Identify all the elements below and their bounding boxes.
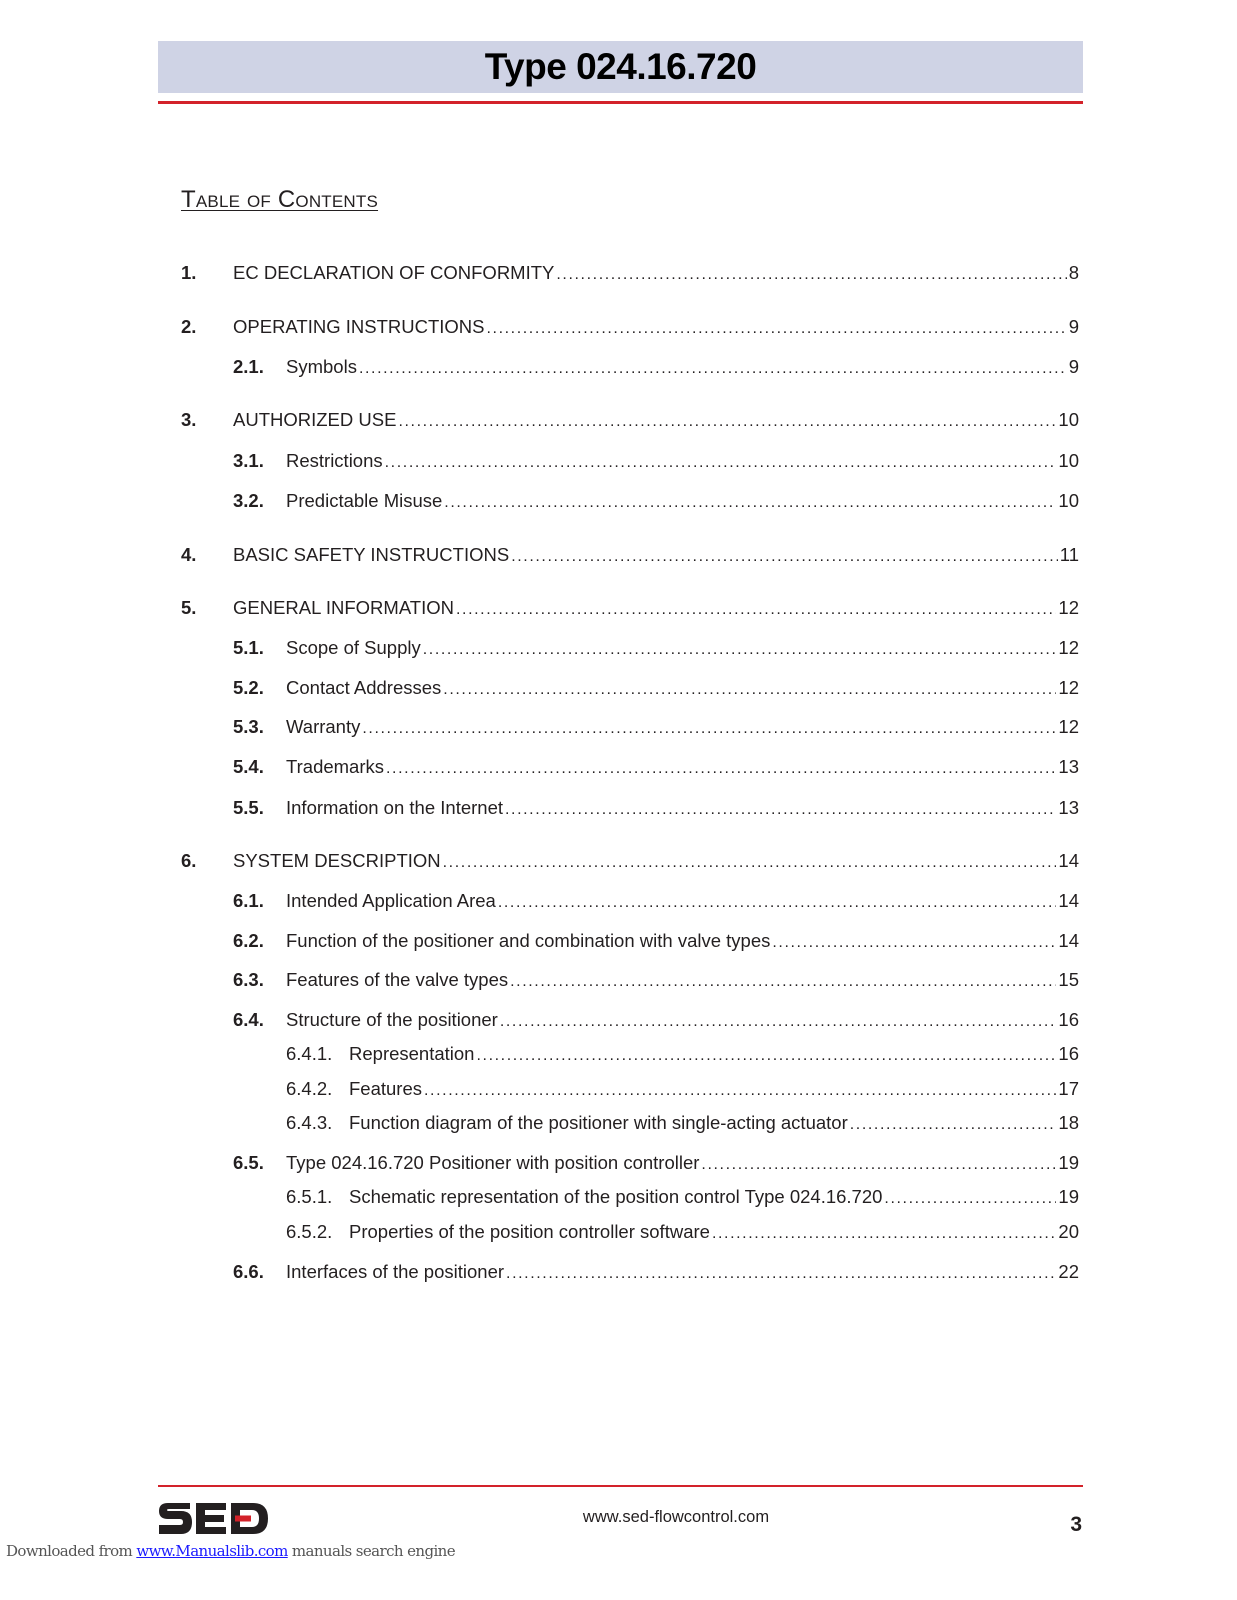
toc-entry-page: 12 (1058, 716, 1079, 737)
toc-entry-title: Intended Application Area (286, 890, 496, 911)
toc-entry-number: 5.1. (233, 637, 264, 658)
toc-entry-number: 5. (181, 597, 197, 618)
toc-dot-leader (398, 410, 1056, 434)
toc-entry[interactable] (233, 449, 1079, 475)
footer-url[interactable]: www.sed-flowcontrol.com (582, 1508, 770, 1526)
toc-entry[interactable] (181, 408, 1079, 434)
toc-entry-number: 6.4.1. (286, 1043, 333, 1064)
toc-entry-title: AUTHORIZED USE (233, 409, 397, 430)
toc-entry[interactable] (233, 715, 1079, 741)
toc-entry-title: Features of the valve types (286, 969, 509, 990)
toc-entry-page: 12 (1058, 677, 1079, 698)
toc-entry-number: 5.2. (233, 677, 264, 698)
toc-entry-title: Schematic representation of the position control Type 024.16.720 (349, 1186, 883, 1207)
toc-entry-title: Interfaces of the positioner (286, 1261, 505, 1282)
toc-entry-page: 17 (1058, 1078, 1079, 1099)
toc-entry-page: 20 (1058, 1221, 1079, 1242)
toc-entry[interactable] (233, 796, 1079, 822)
toc-entry-title: Information on the Internet (286, 797, 503, 818)
toc-entry[interactable] (181, 849, 1079, 875)
page-number: 3 (1070, 1513, 1082, 1536)
toc-entry[interactable] (233, 1151, 1079, 1177)
toc-entry[interactable] (233, 489, 1079, 515)
toc-dot-leader (362, 717, 1056, 741)
toc-entry-page: 12 (1058, 597, 1079, 618)
toc-entry-page: 9 (1068, 316, 1079, 337)
toc-entry-page: 10 (1058, 409, 1079, 430)
toc-dot-leader (359, 357, 1067, 381)
toc-entry[interactable] (286, 1042, 1079, 1068)
toc-entry[interactable] (181, 261, 1079, 287)
toc-dot-leader (443, 678, 1056, 702)
toc-entry-number: 4. (181, 544, 197, 565)
toc-entry-page: 22 (1058, 1261, 1079, 1282)
toc-dot-leader (772, 931, 1056, 955)
watermark-suffix: manuals search engine (291, 1542, 455, 1560)
toc-entry[interactable] (233, 1260, 1079, 1286)
toc-entry-number: 5.3. (233, 716, 264, 737)
toc-entry-title: BASIC SAFETY INSTRUCTIONS (233, 544, 510, 565)
toc-entry-page: 8 (1068, 262, 1079, 283)
toc-entry-title: Restrictions (286, 450, 383, 471)
toc-dot-leader (712, 1222, 1056, 1246)
toc-entry[interactable] (233, 636, 1079, 662)
toc-entry[interactable] (286, 1185, 1079, 1211)
toc-entry-number: 6.6. (233, 1261, 264, 1282)
toc-dot-leader (385, 451, 1057, 475)
toc-entry-title: Scope of Supply (286, 637, 421, 658)
toc-entry-number: 5.5. (233, 797, 264, 818)
toc-dot-leader (443, 851, 1057, 875)
toc-entry-number: 6.4.2. (286, 1078, 333, 1099)
toc-entry-page: 11 (1059, 544, 1079, 565)
toc-entry-number: 6.1. (233, 890, 264, 911)
toc-dot-leader (498, 891, 1057, 915)
toc-entry-number: 6.4.3. (286, 1112, 333, 1133)
toc-entry-number: 6.5.2. (286, 1221, 333, 1242)
toc-dot-leader (884, 1187, 1056, 1211)
toc-dot-leader (510, 970, 1056, 994)
toc-entry-title: Representation (349, 1043, 475, 1064)
watermark-prefix: Downloaded from (6, 1542, 133, 1560)
toc-entry-title: Predictable Misuse (286, 490, 443, 511)
toc-entry-number: 3.1. (233, 450, 264, 471)
toc-entry-number: 5.4. (233, 756, 264, 777)
toc-entry-title: Properties of the position controller software (349, 1221, 710, 1242)
manualslib-link[interactable]: www.Manualslib.com (136, 1542, 288, 1560)
toc-dot-leader (850, 1113, 1057, 1137)
toc-entry-page: 16 (1058, 1009, 1079, 1030)
toc-entry-page: 14 (1058, 850, 1079, 871)
toc-entry-title: GENERAL INFORMATION (233, 597, 454, 618)
toc-dot-leader (511, 545, 1058, 569)
toc-entry-number: 6.2. (233, 930, 264, 951)
toc-entry[interactable] (181, 596, 1079, 622)
toc-entry-title: Warranty (286, 716, 361, 737)
toc-entry-page: 14 (1058, 890, 1079, 911)
toc-dot-leader (444, 491, 1056, 515)
toc-entry-page: 13 (1058, 797, 1079, 818)
toc-entry[interactable] (181, 543, 1079, 569)
toc-entry-page: 19 (1058, 1186, 1079, 1207)
toc-dot-leader (386, 757, 1056, 781)
toc-entry-title: Type 024.16.720 Positioner with position controller (286, 1152, 700, 1173)
toc-entry-number: 2.1. (233, 356, 264, 377)
toc-entry-number: 6.5.1. (286, 1186, 333, 1207)
toc-entry-title: Symbols (286, 356, 357, 377)
toc-entry-number: 2. (181, 316, 197, 337)
toc-entry-page: 10 (1058, 490, 1079, 511)
toc-entry-number: 6. (181, 850, 197, 871)
toc-entry[interactable] (233, 889, 1079, 915)
toc-dot-leader (424, 1079, 1056, 1103)
sed-logo (156, 1499, 270, 1539)
toc-entry-title: Structure of the positioner (286, 1009, 498, 1030)
toc-entry-page: 12 (1058, 637, 1079, 658)
toc-entry[interactable] (233, 676, 1079, 702)
toc-entry[interactable] (233, 755, 1079, 781)
toc-entry-page: 14 (1058, 930, 1079, 951)
toc-entry-page: 19 (1058, 1152, 1079, 1173)
page-title: Type 024.16.720 (484, 46, 757, 87)
toc-dot-leader (486, 317, 1066, 341)
toc-entry-page: 13 (1058, 756, 1079, 777)
toc-entry-title: Function diagram of the positioner with single-acting actuator (349, 1112, 848, 1133)
toc-heading: Table of Contents (181, 186, 379, 213)
toc-entry[interactable] (286, 1077, 1079, 1103)
toc-entry-title: Features (349, 1078, 423, 1099)
toc-entry-page: 18 (1058, 1112, 1079, 1133)
toc-entry[interactable] (286, 1111, 1079, 1137)
toc-entry[interactable] (233, 929, 1079, 955)
toc-dot-leader (423, 638, 1057, 662)
toc-entry-page: 10 (1058, 450, 1079, 471)
toc-entry-title: Contact Addresses (286, 677, 442, 698)
toc-entry-title: EC DECLARATION OF CONFORMITY (233, 262, 555, 283)
toc-entry[interactable] (286, 1220, 1079, 1246)
toc-dot-leader (500, 1010, 1057, 1034)
download-watermark (6, 1542, 455, 1560)
toc-entry-number: 6.5. (233, 1152, 264, 1173)
toc-entry[interactable] (233, 355, 1079, 381)
toc-entry-number: 3.2. (233, 490, 264, 511)
toc-dot-leader (505, 798, 1056, 822)
toc-entry-page: 9 (1068, 356, 1079, 377)
toc-entry[interactable] (233, 968, 1079, 994)
footer-divider (158, 1485, 1083, 1487)
toc-entry-title: SYSTEM DESCRIPTION (233, 850, 441, 871)
toc-entry-number: 3. (181, 409, 197, 430)
toc-dot-leader (556, 263, 1066, 287)
header-divider (158, 101, 1083, 104)
toc-entry-number: 6.4. (233, 1009, 264, 1030)
toc-dot-leader (506, 1262, 1056, 1286)
toc-entry[interactable] (233, 1008, 1079, 1034)
toc-entry-page: 16 (1058, 1043, 1079, 1064)
toc-entry-number: 6.3. (233, 969, 264, 990)
toc-entry-title: Function of the positioner and combination with valve types (286, 930, 771, 951)
toc-entry-number: 1. (181, 262, 197, 283)
toc-entry-page: 15 (1058, 969, 1079, 990)
toc-entry[interactable] (181, 315, 1079, 341)
toc-entry-title: OPERATING INSTRUCTIONS (233, 316, 485, 337)
toc-entry-title: Trademarks (286, 756, 385, 777)
toc-dot-leader (456, 598, 1056, 622)
toc-dot-leader (701, 1153, 1056, 1177)
toc-dot-leader (476, 1044, 1056, 1068)
